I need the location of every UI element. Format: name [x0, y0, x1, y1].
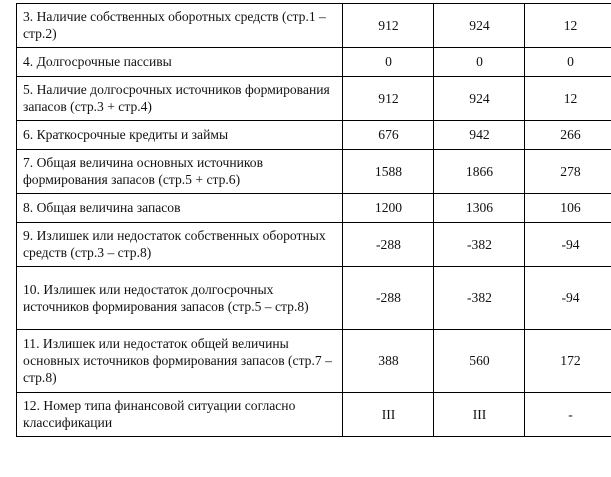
table-row	[17, 48, 611, 77]
value-cell: 266	[525, 121, 611, 150]
table-row	[17, 150, 611, 194]
value-cell: 912	[343, 4, 434, 48]
value-cell: -382	[434, 267, 525, 330]
value-cell: 0	[343, 48, 434, 77]
row-label: 3. Наличие собственных оборотных средств (стр.1 – стр.2)	[17, 4, 343, 48]
table-row	[17, 267, 611, 330]
value-cell: -94	[525, 267, 611, 330]
row-label: 9. Излишек или недостаток собственных оборотных средств (стр.3 – стр.8)	[17, 223, 343, 267]
value-cell: III	[343, 393, 434, 437]
value-cell: 912	[343, 77, 434, 121]
row-label: 12. Номер типа финансовой ситуации согласно классификации	[17, 393, 343, 437]
value-cell: 0	[525, 48, 611, 77]
table-row	[17, 4, 611, 48]
value-cell: -288	[343, 223, 434, 267]
table-row	[17, 330, 611, 393]
table-row	[17, 194, 611, 223]
row-label: 5. Наличие долгосрочных источников формирования запасов (стр.3 + стр.4)	[17, 77, 343, 121]
value-cell: 388	[343, 330, 434, 393]
value-cell: 278	[525, 150, 611, 194]
table-row	[17, 121, 611, 150]
value-cell: 924	[434, 4, 525, 48]
value-cell: 1306	[434, 194, 525, 223]
value-cell: 0	[434, 48, 525, 77]
row-label: 4. Долгосрочные пассивы	[17, 48, 343, 77]
row-label: 7. Общая величина основных источников формирования запасов (стр.5 + стр.6)	[17, 150, 343, 194]
value-cell: 942	[434, 121, 525, 150]
value-cell: -94	[525, 223, 611, 267]
value-cell: 12	[525, 4, 611, 48]
value-cell: 1588	[343, 150, 434, 194]
value-cell: 560	[434, 330, 525, 393]
table-row	[17, 223, 611, 267]
value-cell: 106	[525, 194, 611, 223]
value-cell: -382	[434, 223, 525, 267]
value-cell: -288	[343, 267, 434, 330]
table-row	[17, 393, 611, 437]
row-label: 8. Общая величина запасов	[17, 194, 343, 223]
value-cell: 12	[525, 77, 611, 121]
row-label: 11. Излишек или недостаток общей величины основных источников формирования запасов (стр.7 – стр.8)	[17, 330, 343, 393]
value-cell: 676	[343, 121, 434, 150]
value-cell: -	[525, 393, 611, 437]
value-cell: III	[434, 393, 525, 437]
value-cell: 1200	[343, 194, 434, 223]
table-row	[17, 77, 611, 121]
value-cell: 1866	[434, 150, 525, 194]
value-cell: 924	[434, 77, 525, 121]
row-label: 6. Краткосрочные кредиты и займы	[17, 121, 343, 150]
financial-stability-table	[16, 3, 611, 437]
value-cell: 172	[525, 330, 611, 393]
row-label: 10. Излишек или недостаток долгосрочных источников формирования запасов (стр.5 – стр.8)	[17, 267, 343, 330]
